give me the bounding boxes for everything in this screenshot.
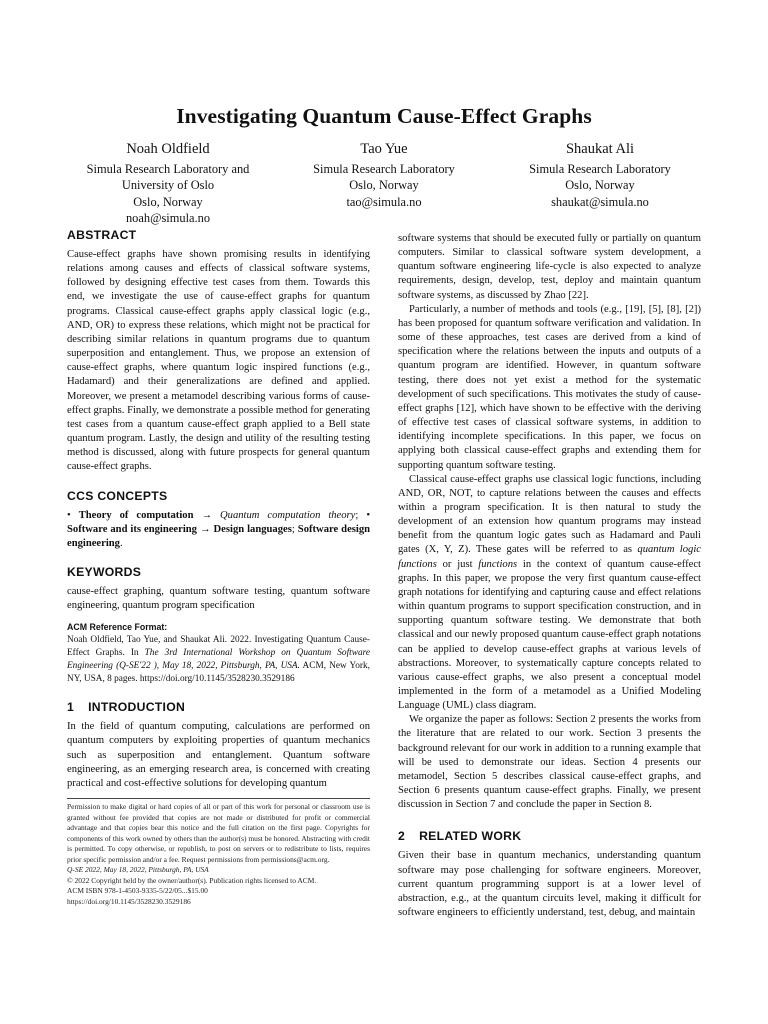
related-work-paragraph: Given their base in quantum mechanics, understanding quantum software may pose challenging for software engineers. Moreover, current quantum programming support is at a lower level of abstraction, e.g., at the quantum circuits level, making it difficult for software engineers to efficiently understand, test, debug, and maintain <box>398 850 701 919</box>
author-affiliation: Simula Research Laboratory and <box>86 162 250 176</box>
author-location: Oslo, Norway <box>349 178 419 193</box>
author-affiliation: Simula Research Laboratory <box>313 162 455 176</box>
footnote-copyright: © 2022 Copyright held by the owner/author(s). Publication rights licensed to ACM. <box>67 875 317 885</box>
paper-title: Investigating Quantum Cause-Effect Graphs <box>176 104 592 128</box>
introduction-paragraph: Particularly, a number of methods and tools (e.g., [19], [5], [8], [2]) has been proposed for quantum software verification and validation. In some of these approaches, test cases are derived from a kind of specification where the relations between the inputs and outputs of a quantum program are identified. However, in quantum software testing, there does not yet exist a method for the systematic development of such specifications. This motivates the study of cause-effect graphs [12], which have shown to be effective with the deriving of effective test cases of classical software systems, in addition to identifying incomplete specifications. In this paper, we focus on applying both classical cause-effect graphs and extending them for supporting quantum software testing. <box>398 303 701 471</box>
author-name: Tao Yue <box>360 141 408 157</box>
permission-text: Permission to make digital or hard copies of all or part of this work for personal or classroom use is granted without fee provided that copies are not made or distributed for profit or commercial advantage and that copies bear this notice and the full citation on the first page. Copyrights for components of this work owned by others than the author(s) must be honored. Abstracting with credit is permitted. To copy otherwise, or republish, to post on servers or to redistribute to lists, requires prior specific permission and/or a fee. Request permissions from permissions@acm.org. <box>67 802 370 864</box>
keywords-text: cause-effect graphing, quantum software testing, quantum software engineering, quantum program specification <box>67 585 370 612</box>
author-email[interactable]: noah@simula.no <box>125 211 211 226</box>
introduction-heading: 1 INTRODUCTION <box>67 700 186 715</box>
abstract-heading: ABSTRACT <box>67 228 137 242</box>
author-affiliation: Simula Research Laboratory <box>529 162 671 176</box>
acm-reference-heading: ACM Reference Format: <box>67 622 168 633</box>
author-location: Oslo, Norway <box>565 178 635 193</box>
introduction-paragraph: We organize the paper as follows: Section 2 presents the works from the literature that are related to our work. Section 3 presents the background relevant for our work in addition to a running example that will be used to demonstrate our ideas. Section 4 presents our metamodel, Section 5 describes classical cause-effect graphs, and Section 6 presents quantum cause-effect graphs. Finally, we present discussion in Section 7 and conclude the paper in Section 8. <box>398 714 701 811</box>
ccs-concepts: • Theory of computation → Quantum computation theory; • Software and its engineering → Design languages; Software design engineering. <box>67 509 371 549</box>
introduction-paragraph: In the field of quantum computing, calculations are performed on quantum computers by exploiting properties of quantum mechanics such as superposition and entanglement. Quantum software engineering, as an emerging research area, is concerned with creating practical and cost-effective solutions for developing quantum <box>67 721 370 789</box>
author-affiliation: University of Oslo <box>121 178 215 193</box>
footnote-doi[interactable]: https://doi.org/10.1145/3528230.3529186 <box>67 896 191 906</box>
introduction-paragraph: Classical cause-effect graphs use classical logic functions, including AND, OR, NOT, to capture relations between the causes and effects within a program specification. It is then natural to study the development of an extension how quantum programs may instead benefit from the quantum logic gates such as Hadamard and Pauli gates (X, Y, Z). These gates will be referred to as quantum logic functions or just functions in the context of quantum cause-effect graphs. In this paper, we propose the very first quantum cause-effect graph notations for identifying and capturing cause and effect relations within quantum programs to support specification construction, and in supporting quantum software testing. We demonstrate that both classical and our newly proposed quantum cause-effect graph notations can be applied to develop cause-effect graphs at various levels of abstractions. Moreover, to systematically capture concepts related to various cause-effect graphs, we also present a conceptual model implemented in the form of a metamodel as a Unified Modeling Language (UML) class diagram. <box>398 473 701 712</box>
author-1 <box>60 140 276 227</box>
author-3 <box>492 140 708 227</box>
author-block <box>60 140 708 227</box>
keywords-heading: KEYWORDS <box>67 564 142 579</box>
left-column <box>67 228 370 791</box>
author-name: Shaukat Ali <box>565 141 635 157</box>
footnote-venue: Q-SE 2022, May 18, 2022, Pittsburgh, PA, USA <box>67 865 209 874</box>
ccs-heading: CCS CONCEPTS <box>67 488 168 503</box>
footnote-isbn: ACM ISBN 978-1-4503-9335-5/22/05...$15.00 <box>67 886 208 895</box>
right-column <box>398 232 701 920</box>
footnote-divider <box>67 798 370 799</box>
author-email[interactable]: tao@simula.no <box>346 194 422 209</box>
permission-footnote <box>67 802 370 907</box>
author-name: Noah Oldfield <box>126 141 210 157</box>
related-work-heading: 2 RELATED WORK <box>398 829 522 844</box>
acm-reference-text: Noah Oldfield, Tao Yue, and Shaukat Ali. 2022. Investigating Quantum Cause-Effect Graphs. In The 3rd International Workshop on Quantum Software Engineering (Q-SE'22 ), May 18, 2022, Pittsburgh, PA, USA. ACM, New York, NY, USA, 8 pages. https://doi.org/10.1145/3528230.3529186 <box>67 635 370 685</box>
introduction-paragraph: software systems that should be executed fully or partially on quantum computers. Similar to classical software system development, a quantum software engineering life-cycle is also expected to analyze requirements, design, develop, test, deploy and maintain quantum software systems, as discussed by Zhao [22]. <box>398 233 701 301</box>
author-location: Oslo, Norway <box>133 194 203 209</box>
author-2 <box>276 140 492 227</box>
author-email[interactable]: shaukat@simula.no <box>551 194 649 209</box>
abstract-text: Cause-effect graphs have shown promising results in identifying relations among causes and effects of classical software systems, followed by designing effective test cases from them. Towards this end, we investigate the use of cause-effect graphs for quantum programs. Classical cause-effect graphs apply classical logic (e.g., AND, OR) to express these relations, which might not be practical for describing similar relations in quantum programs due to quantum superposition and entanglement. Thus, we propose an extension of cause-effect graphs, where quantum logic inspired functions (e.g., Hadamard) and their generalizations are defined and applied. Moreover, we present a metamodel describing various forms of cause-effect graphs. Finally, we demonstrate a possible method for generating test cases from a quantum cause-effect graph applied to a Bell state quantum program. Lastly, the design and utility of the resulting testing method is discussed, along with future prospects for general quantum cause-effect graphs. <box>67 249 371 473</box>
